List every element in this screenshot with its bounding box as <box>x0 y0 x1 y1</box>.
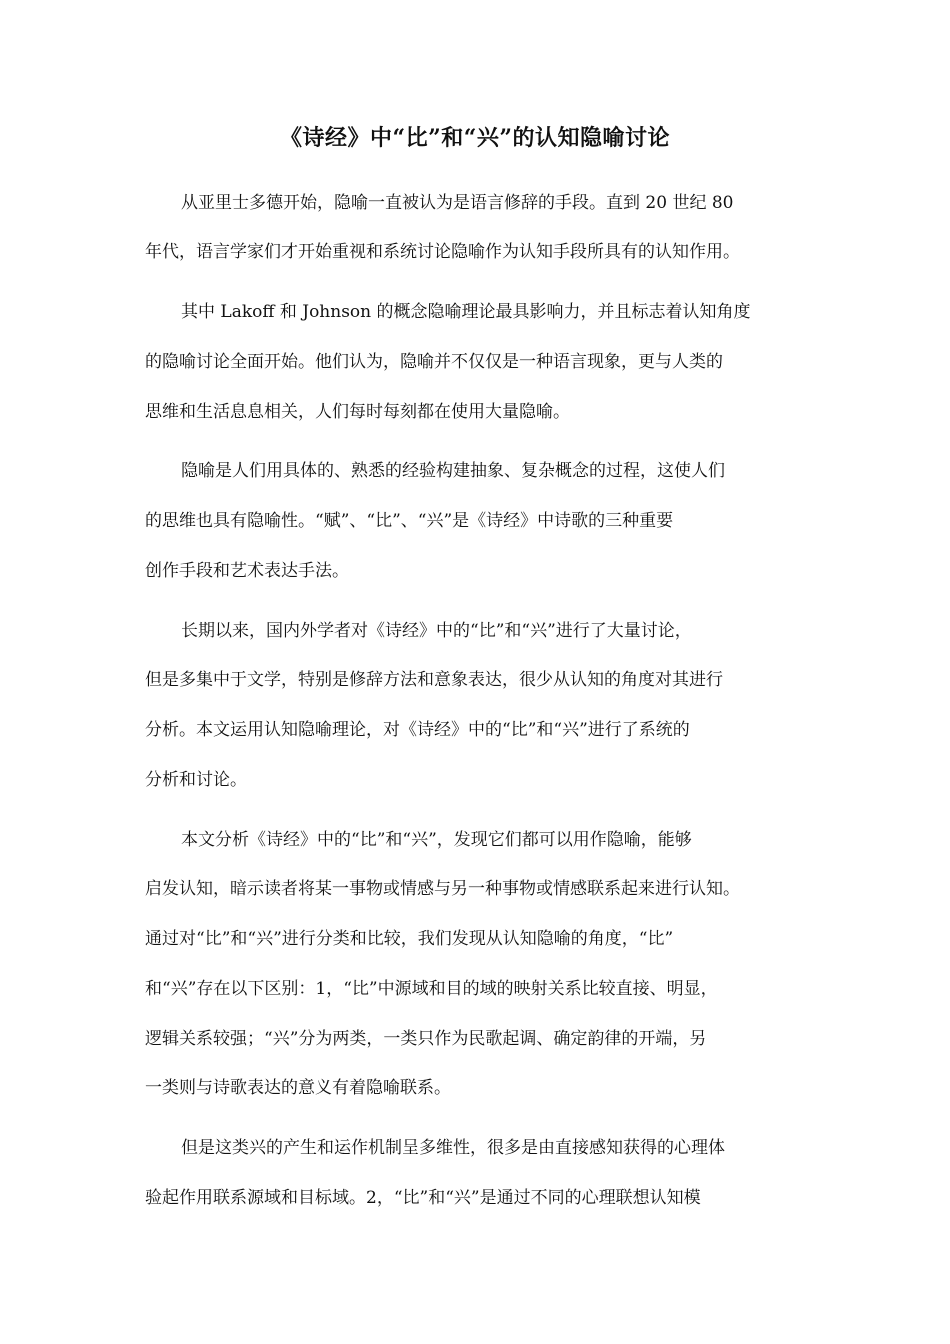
paragraph-1-line-1: 从亚里士多德开始，隐喻一直被认为是语言修辞的手段。直到 20 世纪 80 <box>181 193 734 213</box>
paragraph-4-line-1: 长期以来，国内外学者对《诗经》中的“比”和“兴”进行了大量讨论， <box>181 621 692 641</box>
paragraph-5-line-5: 逻辑关系较强；“兴”分为两类，一类只作为民歌起调、确定韵律的开端，另 <box>145 1029 707 1049</box>
paragraph-5-line-6: 一类则与诗歌表达的意义有着隐喻联系。 <box>145 1078 451 1098</box>
paragraph-5-line-4: 和“兴”存在以下区别：1，“比”中源域和目的域的映射关系比较直接、明显， <box>145 979 718 999</box>
paragraph-4-line-2: 但是多集中于文学，特别是修辞方法和意象表达，很少从认知的角度对其进行 <box>145 670 723 690</box>
document-title: 《诗经》中“比”和“兴”的认知隐喻讨论 <box>279 125 671 151</box>
paragraph-4-line-3: 分析。本文运用认知隐喻理论，对《诗经》中的“比”和“兴”进行了系统的 <box>145 720 690 740</box>
paragraph-4-line-4: 分析和讨论。 <box>145 770 247 790</box>
paragraph-3-line-1: 隐喻是人们用具体的、熟悉的经验构建抽象、复杂概念的过程，这使人们 <box>181 461 725 481</box>
paragraph-2-line-1: 其中 Lakoff 和 Johnson 的概念隐喻理论最具影响力，并且标志着认知角度 <box>181 302 751 322</box>
paragraph-2-line-3: 思维和生活息息相关，人们每时每刻都在使用大量隐喻。 <box>145 402 570 422</box>
paragraph-3-line-3: 创作手段和艺术表达手法。 <box>145 561 349 581</box>
paragraph-3-line-2: 的思维也具有隐喻性。“赋”、“比”、“兴”是《诗经》中诗歌的三种重要 <box>145 511 674 531</box>
paragraph-2-line-2: 的隐喻讨论全面开始。他们认为，隐喻并不仅仅是一种语言现象，更与人类的 <box>145 352 723 372</box>
paragraph-5-line-1: 本文分析《诗经》中的“比”和“兴”，发现它们都可以用作隐喻，能够 <box>181 830 692 850</box>
paragraph-6-line-1: 但是这类兴的产生和运作机制呈多维性，很多是由直接感知获得的心理体 <box>181 1138 725 1158</box>
paragraph-1-line-2: 年代，语言学家们才开始重视和系统讨论隐喻作为认知手段所具有的认知作用。 <box>145 242 740 262</box>
paragraph-5-line-2: 启发认知，暗示读者将某一事物或情感与另一种事物或情感联系起来进行认知。 <box>145 879 740 899</box>
paragraph-6-line-2: 验起作用联系源域和目标域。2，“比”和“兴”是通过不同的心理联想认知模 <box>145 1188 701 1208</box>
paragraph-5-line-3: 通过对“比”和“兴”进行分类和比较，我们发现从认知隐喻的角度，“比” <box>145 929 674 949</box>
